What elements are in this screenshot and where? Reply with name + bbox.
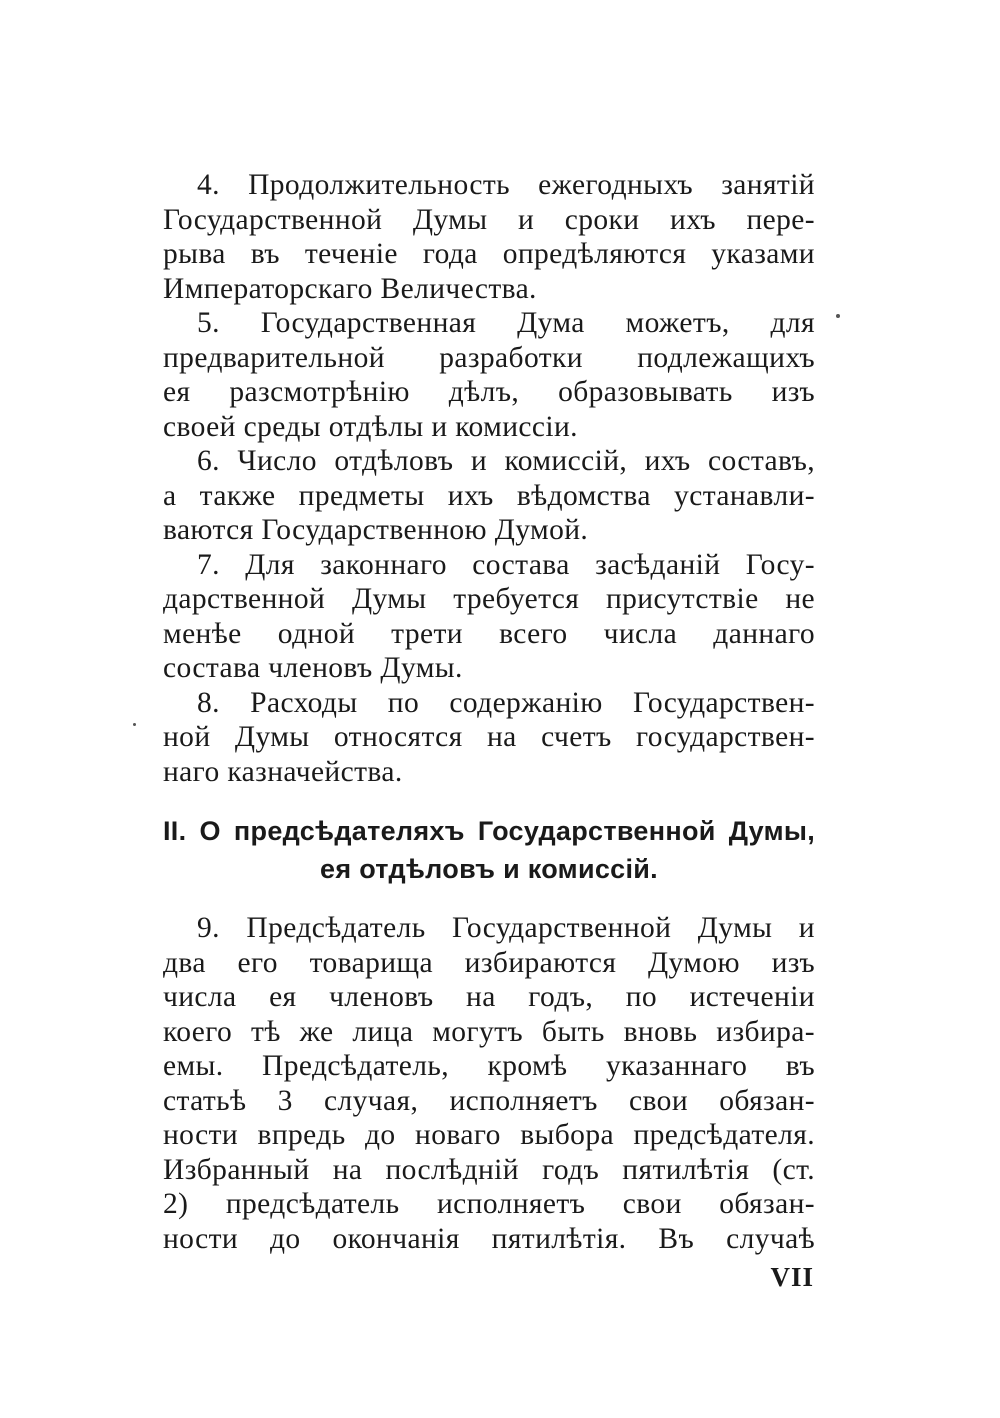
article-block-top — [163, 168, 815, 789]
text-line: 5. Государственная Дума можетъ, для — [197, 307, 815, 339]
text-line: 9. Предсѣдатель Государственной Думы и — [197, 912, 815, 944]
ink-speck — [836, 314, 840, 318]
section-heading — [163, 812, 815, 888]
article-5 — [163, 306, 815, 444]
text-line: числа ея членовъ на годъ, по истеченіи — [163, 981, 815, 1013]
text-line: предварительной разработки подлежащихъ — [163, 341, 815, 374]
text-line: 6. Число отдѣловъ и комиссій, ихъ составъ, — [197, 445, 815, 477]
text-line: а также предметы ихъ вѣдомства устанавли- — [163, 479, 815, 512]
ink-speck — [133, 723, 136, 726]
article-8 — [163, 686, 815, 790]
text-line: ной Думы относятся на счетъ государствен- — [163, 721, 815, 753]
text-line: Государственной Думы и сроки ихъ пере- — [163, 203, 815, 236]
article-4 — [163, 168, 815, 306]
heading-line: ея отдѣловъ и комиссій. — [320, 854, 658, 884]
text-line: Императорскаго Величества. — [163, 272, 537, 305]
page-number: VII — [770, 1262, 814, 1292]
article-6 — [163, 444, 815, 548]
text-line: 8. Расходы по содержанію Государствен- — [197, 686, 815, 719]
text-line: рыва въ теченіе года опредѣляются указами — [163, 238, 815, 270]
text-line: ности до окончанія пятилѣтія. Въ случаѣ — [163, 1222, 815, 1255]
text-line: ея разсмотрѣнію дѣлъ, образовывать изъ — [163, 376, 815, 408]
text-line: 2) предсѣдатель исполняетъ свои обязан- — [163, 1188, 815, 1220]
text-line: Избранный на послѣдній годъ пятилѣтія (ст. — [163, 1153, 815, 1186]
text-line: ваются Государственною Думой. — [163, 514, 589, 546]
text-line: своей среды отдѣлы и комиссіи. — [163, 410, 578, 443]
text-line: ности впредь до новаго выбора предсѣдателя. — [163, 1119, 815, 1151]
text-line: два его товарища избираются Думою изъ — [163, 946, 815, 979]
article-7 — [163, 548, 815, 686]
text-line: 7. Для законнаго состава засѣданій Госу- — [197, 548, 815, 581]
text-line: дарственной Думы требуется присутствіе не — [163, 583, 815, 615]
text-line: коего тѣ же лица могутъ быть вновь избира- — [163, 1015, 815, 1048]
text-line: емы. Предсѣдатель, кромѣ указаннаго въ — [163, 1050, 815, 1082]
article-9 — [163, 911, 815, 1256]
text-line: состава членовъ Думы. — [163, 652, 463, 684]
text-line: статьѣ 3 случая, исполняетъ свои обязан- — [163, 1084, 815, 1117]
heading-line: II. О предсѣдателяхъ Государственной Думы, — [163, 816, 815, 846]
text-line: менѣе одной трети всего числа даннаго — [163, 617, 815, 650]
text-line: 4. Продолжительность ежегодныхъ занятій — [197, 169, 815, 201]
text-line: наго казначейства. — [163, 755, 403, 788]
